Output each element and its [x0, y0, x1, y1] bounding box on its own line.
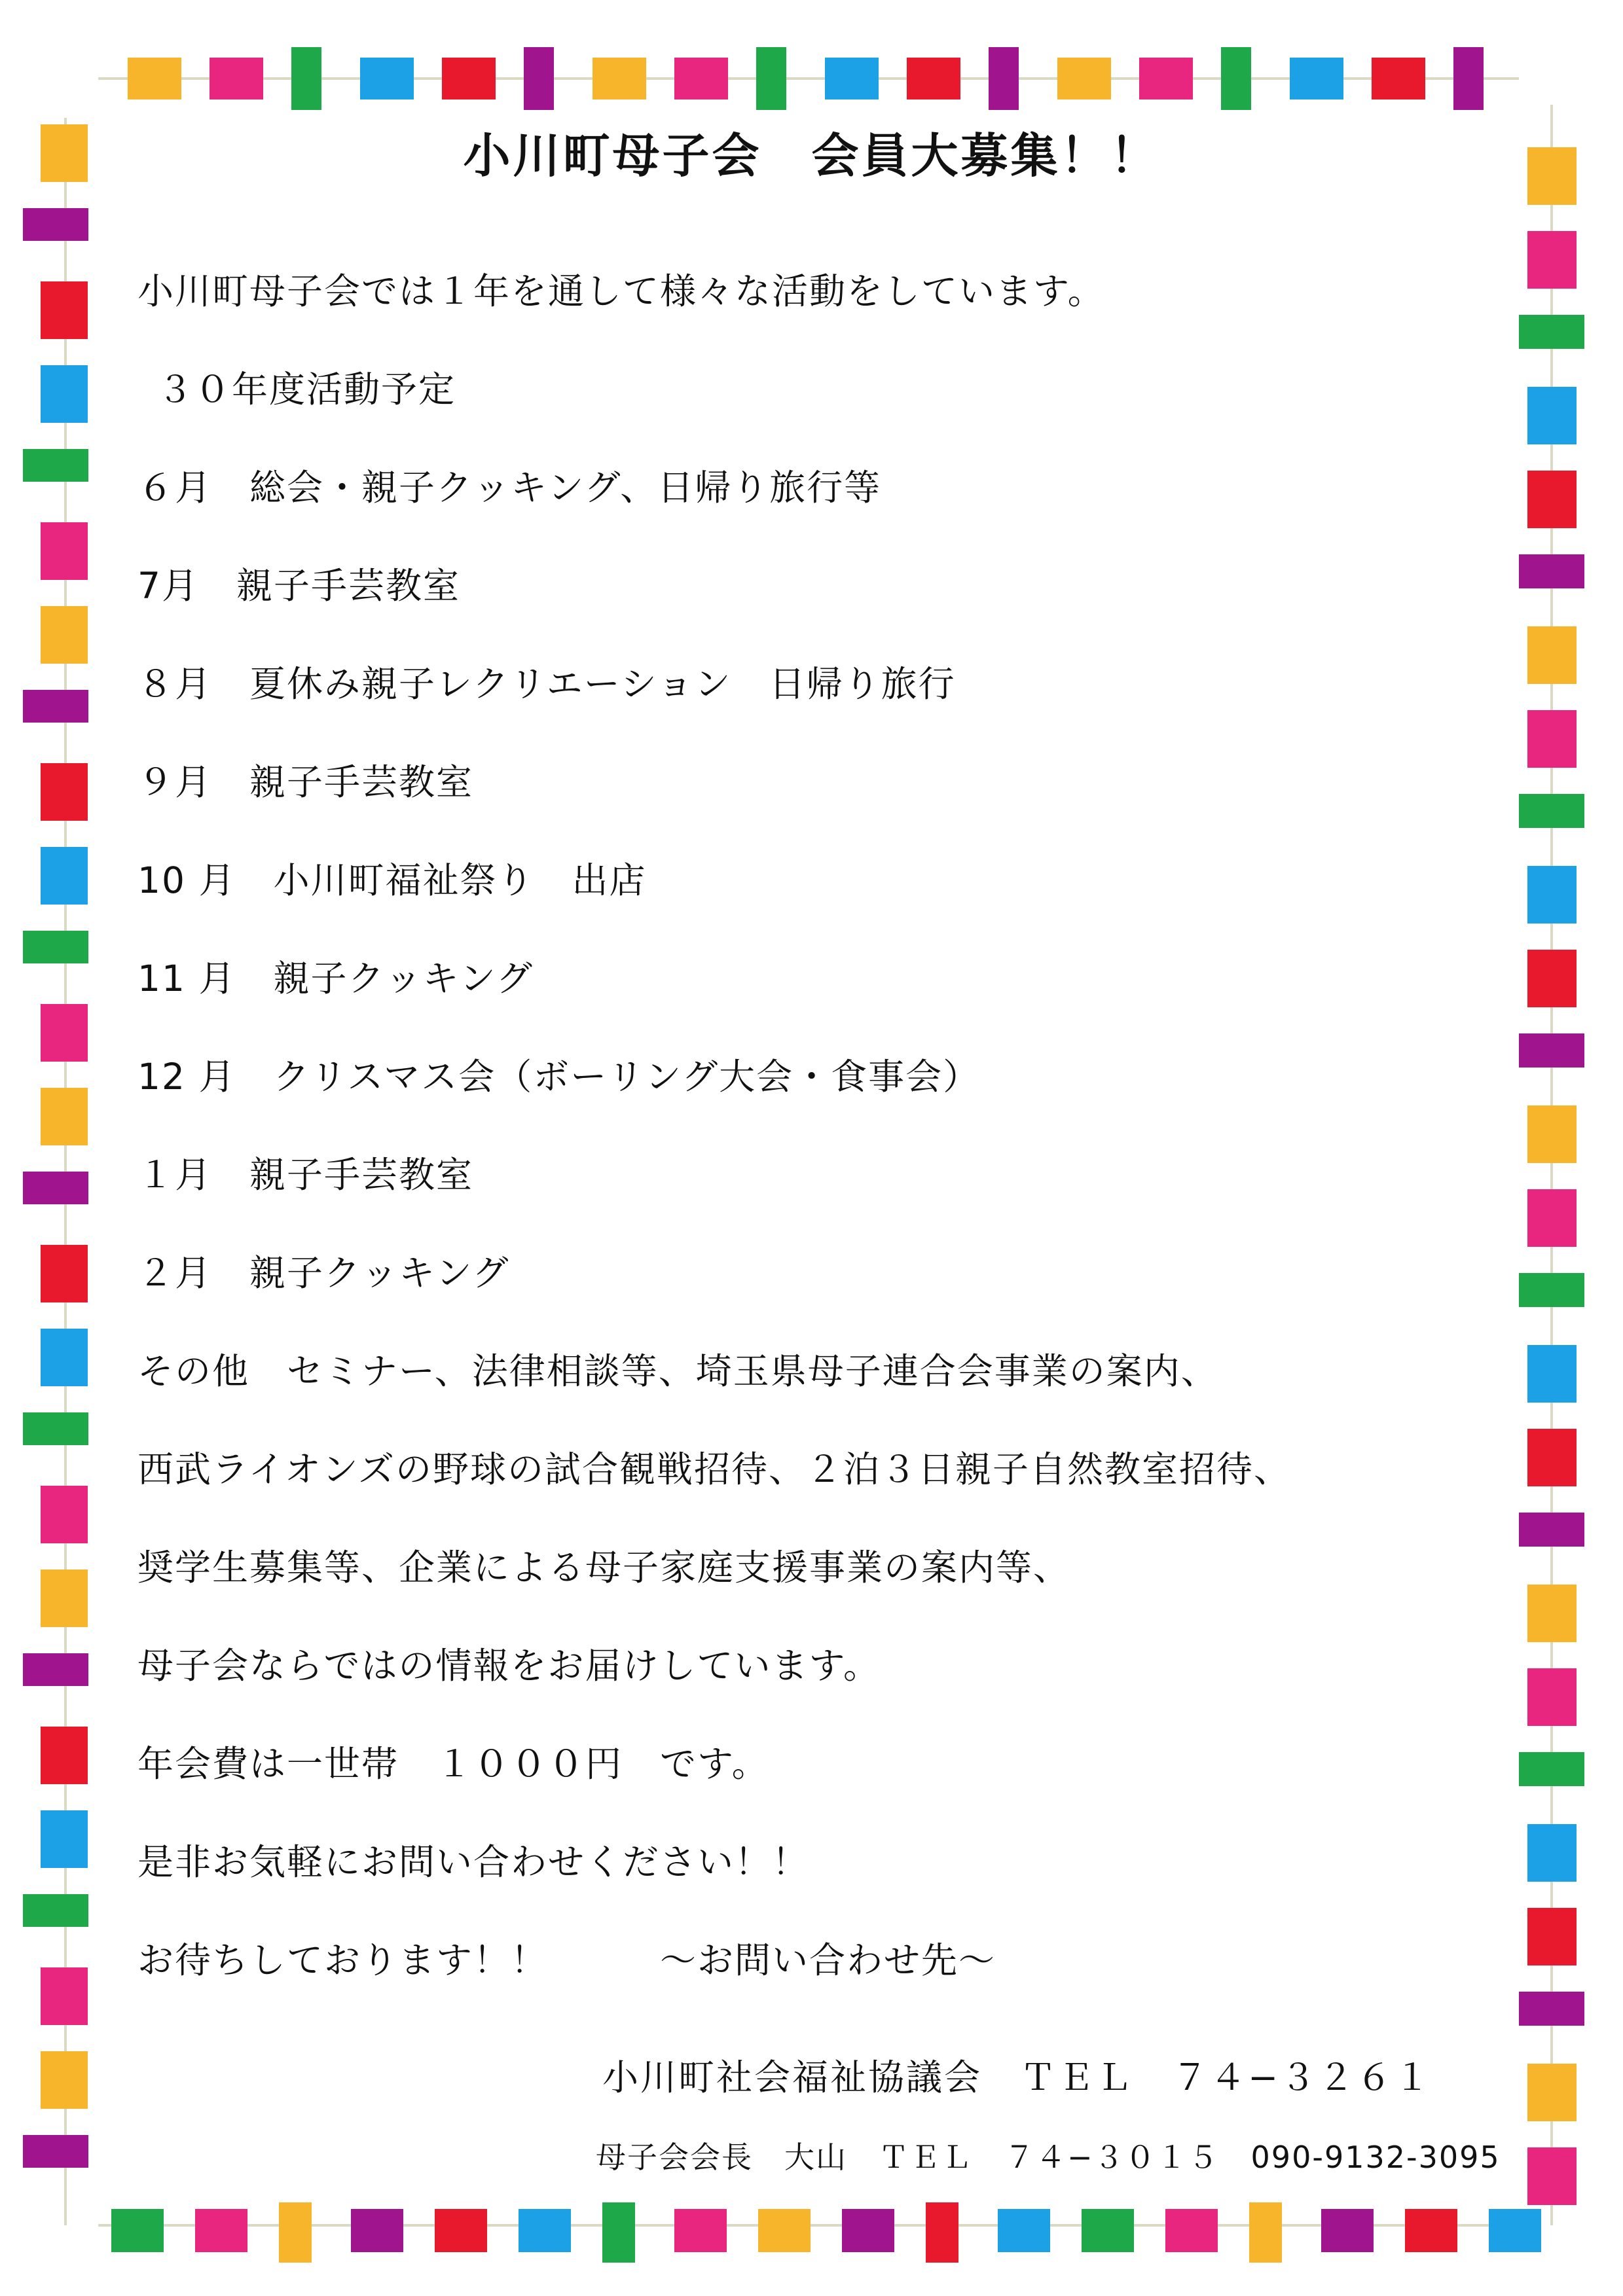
border-square	[998, 2209, 1050, 2252]
border-square	[1519, 554, 1584, 588]
border-square	[758, 2209, 811, 2252]
other-activities-line-4: 母子会ならではの情報をお届けしています。	[137, 1645, 881, 1687]
border-square	[23, 931, 88, 963]
border-square	[1405, 2209, 1457, 2252]
border-square	[1489, 2209, 1541, 2252]
border-square	[360, 58, 414, 99]
border-square	[825, 58, 879, 99]
border-square	[23, 1653, 88, 1686]
border-square	[1527, 1429, 1577, 1486]
border-square	[41, 1967, 88, 2025]
schedule-item-september: ９月 親子手芸教室	[137, 761, 474, 803]
border-square	[23, 690, 88, 723]
border-square	[435, 2209, 487, 2252]
border-square	[1527, 950, 1577, 1007]
border-square	[519, 2209, 571, 2252]
border-square	[41, 1329, 88, 1386]
border-square	[23, 1412, 88, 1445]
border-square	[674, 2209, 727, 2252]
border-square	[1527, 2064, 1577, 2121]
border-square	[907, 58, 960, 99]
border-square	[41, 522, 88, 580]
call-to-action: 是非お気軽にお問い合わせください！！	[137, 1841, 810, 1883]
border-square	[1249, 2202, 1282, 2263]
border-square	[1519, 794, 1584, 828]
border-square	[524, 47, 554, 110]
border-square	[1372, 58, 1425, 99]
border-square	[1057, 58, 1111, 99]
border-square	[23, 1172, 88, 1204]
border-square	[195, 2209, 247, 2252]
border-square	[41, 1245, 88, 1302]
border-square	[1519, 1033, 1584, 1067]
border-square	[1527, 1345, 1577, 1403]
border-square	[1527, 1668, 1577, 1726]
border-square	[674, 58, 728, 99]
contact-president: 母子会会長 大山 ＴＥＬ ７４−３０１５ 090-9132-3095	[596, 2140, 1501, 2175]
other-activities-line-1: その他 セミナー、法律相談等、埼玉県母子連合会事業の案内、	[137, 1350, 1218, 1392]
border-square	[1290, 58, 1343, 99]
border-square	[1453, 47, 1484, 110]
border-square	[23, 2135, 88, 2168]
border-square	[41, 1486, 88, 1543]
border-square	[291, 47, 321, 110]
other-activities-line-3: 奨学生募集等、企業による母子家庭支援事業の案内等、	[137, 1547, 1071, 1588]
border-square	[279, 2202, 312, 2263]
border-square	[1082, 2209, 1134, 2252]
other-activities-line-2: 西武ライオンズの野球の試合観戦招待、２泊３日親子自然教室招待、	[137, 1448, 1292, 1490]
border-square	[351, 2209, 403, 2252]
border-square	[1527, 2147, 1577, 2205]
page-title: 小川町母子会 会員大募集！！	[463, 128, 1160, 183]
border-square	[1527, 1189, 1577, 1247]
border-square	[1527, 471, 1577, 528]
border-square	[989, 47, 1019, 110]
border-square	[1221, 47, 1251, 110]
border-square	[23, 449, 88, 482]
border-square	[128, 58, 181, 99]
contact-council: 小川町社会福祉協議会 ＴＥＬ ７４−３２６１	[602, 2056, 1432, 2098]
border-square	[1527, 387, 1577, 444]
border-square	[41, 2051, 88, 2109]
closing-text: お待ちしております！！ 〜お問い合わせ先〜	[137, 1939, 996, 1981]
border-square	[41, 1088, 88, 1145]
border-square	[593, 58, 646, 99]
border-square	[210, 58, 263, 99]
schedule-item-february: ２月 親子クッキング	[137, 1252, 510, 1294]
border-square	[1519, 1513, 1584, 1547]
schedule-item-january: １月 親子手芸教室	[137, 1154, 474, 1196]
border-square	[1527, 710, 1577, 768]
border-square	[41, 1570, 88, 1627]
border-square	[1139, 58, 1193, 99]
border-square	[1527, 626, 1577, 684]
border-square	[41, 281, 88, 339]
border-square	[41, 763, 88, 821]
border-square	[842, 2209, 894, 2252]
border-square	[442, 58, 496, 99]
schedule-heading: ３０年度活動予定	[157, 368, 456, 410]
schedule-item-june: ６月 総会・親子クッキング、日帰り旅行等	[137, 467, 882, 509]
border-square	[41, 1004, 88, 1062]
border-square	[1321, 2209, 1374, 2252]
border-square	[1527, 1908, 1577, 1965]
border-square	[1519, 1752, 1584, 1786]
border-square	[1527, 1585, 1577, 1642]
border-square	[1519, 315, 1584, 349]
border-square	[41, 365, 88, 423]
schedule-item-august: ８月 夏休み親子レクリエーション 日帰り旅行	[137, 663, 956, 705]
border-square	[111, 2209, 164, 2252]
border-square	[23, 208, 88, 241]
border-square	[926, 2202, 958, 2263]
border-square	[756, 47, 786, 110]
border-square	[1165, 2209, 1218, 2252]
intro-text: 小川町母子会では１年を通して様々な活動をしています。	[137, 270, 1105, 312]
border-square	[1527, 231, 1577, 289]
border-square	[41, 847, 88, 905]
border-square	[41, 1727, 88, 1784]
border-square	[1519, 1273, 1584, 1307]
border-square	[23, 1894, 88, 1927]
border-square	[1519, 1992, 1584, 2026]
border-square	[1527, 1824, 1577, 1882]
schedule-item-december: 12 月 クリスマス会（ボーリング大会・食事会）	[137, 1056, 981, 1098]
border-square	[1527, 866, 1577, 924]
schedule-item-october: 10 月 小川町福祉祭り 出店	[137, 859, 647, 901]
border-square	[1527, 1105, 1577, 1163]
schedule-item-july: 7月 親子手芸教室	[137, 565, 460, 607]
annual-fee: 年会費は一世帯 １０００円 です。	[137, 1743, 769, 1785]
border-square	[602, 2202, 635, 2263]
border-square	[41, 606, 88, 664]
schedule-item-november: 11 月 親子クッキング	[137, 958, 534, 999]
border-square	[41, 1810, 88, 1868]
